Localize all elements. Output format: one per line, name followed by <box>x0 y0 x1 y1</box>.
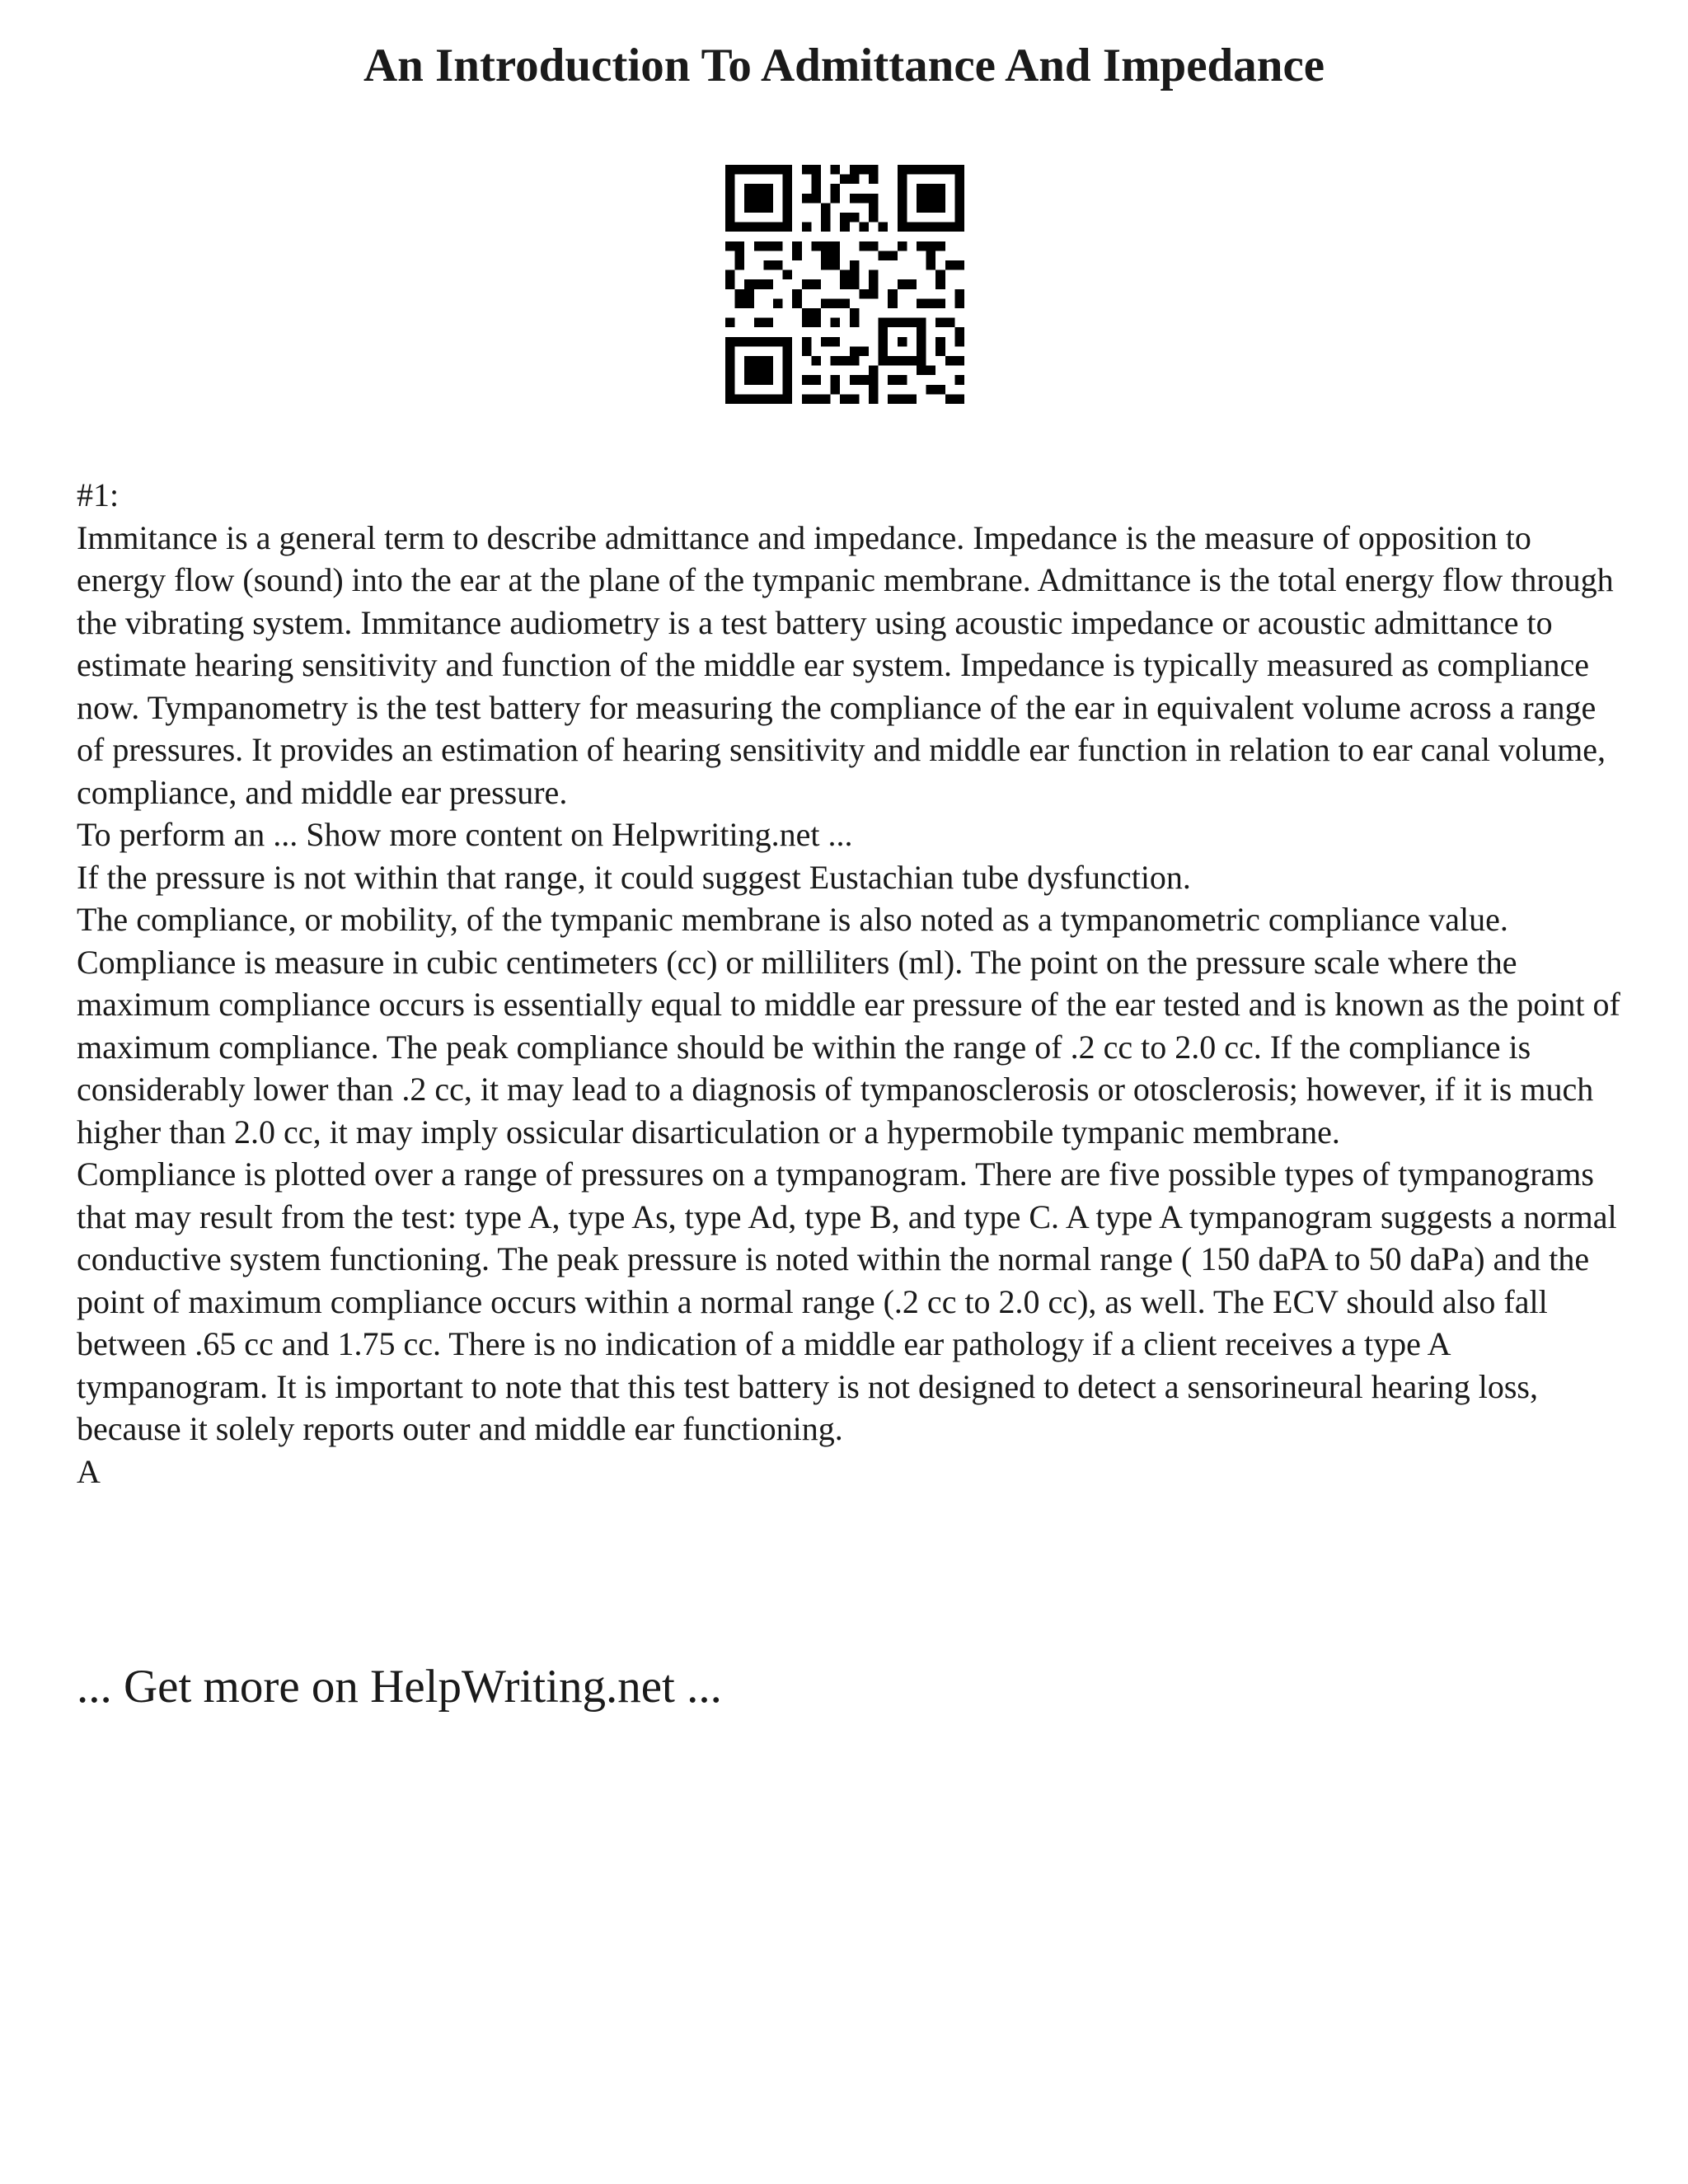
paragraph-tympanogram: Compliance is plotted over a range of pressures on a tympanogram. There are five possible types of tympanograms that may result from the test: type A, type As, type Ad, type B, and type C. A type A tympanogram suggests a normal conductive system functioning. The peak pressure is noted within the normal range ( 150 daPA to 50 daPa) and the point of maximum compliance occurs within a normal range (.2 cc to 2.0 cc), as well. The ECV should also fall between .65 cc and 1.75 cc. There is no indication of a middle ear pathology if a client receives a type A tympanogram. It is important to note that this test battery is not designed to detect a sensorineural hearing loss, because it solely reports outer and middle ear functioning. <box>77 1155 1617 1447</box>
paragraph-compliance: The compliance, or mobility, of the tympanic membrane is also noted as a tympanometric compliance value. Compliance is measure in cubic centimeters (cc) or milliliters (ml). The point on the pressure scale where the maximum compliance occurs is essentially equal to middle ear pressure of the ear tested and is known as the point of maximum compliance. The peak compliance should be within the range of .2 cc to 2.0 cc. If the compliance is considerably lower than .2 cc, it may lead to a diagnosis of tympanosclerosis or otosclerosis; however, if it is much higher than 2.0 cc, it may imply ossicular disarticulation or a hypermobile tympanic membrane. <box>77 901 1620 1151</box>
get-more-link[interactable]: ... Get more on HelpWriting.net ... <box>77 1661 722 1713</box>
paragraph-trailing: A <box>77 1452 101 1490</box>
paragraph-immitance: Immitance is a general term to describe admittance and impedance. Impedance is the measure of opposition to energy flow (sound) into the ear at the plane of the tympanic membrane. Admittance is the total energy flow through the vibrating system. Immitance audiometry is a test battery using acoustic impedance or acoustic admittance to estimate hearing sensitivity and function of the middle ear system. Impedance is typically measured as compliance now. Tympanometry is the test battery for measuring the compliance of the ear in equivalent volume across a range of pressures. It provides an estimation of hearing sensitivity and middle ear function in relation to ear canal volume, compliance, and middle ear pressure. <box>77 518 1614 811</box>
document-title: An Introduction To Admittance And Impedance <box>363 40 1325 91</box>
paragraph-pressure: If the pressure is not within that range, it could suggest Eustachian tube dysfunction. <box>77 858 1191 896</box>
show-more-text: To perform an ... Show more content on Helpwriting.net ... <box>77 816 853 853</box>
document-body <box>77 474 1626 1493</box>
section-heading: #1: <box>77 476 120 513</box>
qr-code-icon[interactable] <box>725 165 964 404</box>
